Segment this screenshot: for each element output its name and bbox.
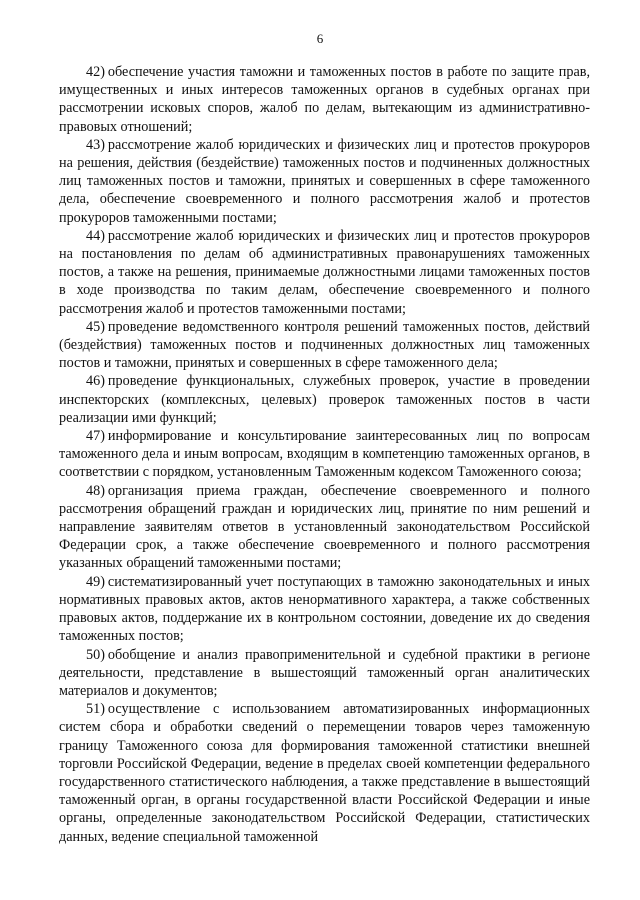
list-item xyxy=(59,573,590,646)
item-number: 44) xyxy=(86,227,105,244)
list-item xyxy=(59,372,590,427)
item-text: обобщение и анализ правоприменительной и судебной практики в регионе деятельности, представление в вышестоящий таможенный орган аналитических материалов и документов; xyxy=(59,646,590,699)
item-number: 47) xyxy=(86,428,105,445)
item-number: 45) xyxy=(86,318,105,335)
list-item xyxy=(59,136,590,227)
list-item xyxy=(59,482,590,573)
item-text: организация приема граждан, обеспечение своевременного и полного рассмотрения обращений граждан и юридических лиц, принятие по ним решений и направление заявителям ответов в установленный законодательством Российской Федерации срок, а также обеспечение своевременного и полного рассмотрения указанных обращений таможенными постами; xyxy=(59,482,590,572)
item-text: информирование и консультирование заинтересованных лиц по вопросам таможенного дела и иным вопросам, входящим в компетенцию таможенных органов, в соответствии с порядком, установленным Таможенным кодексом Таможенного союза; xyxy=(59,428,590,481)
item-number: 42) xyxy=(86,64,105,80)
item-text: обеспечение участия таможни и таможенных постов в работе по защите прав, имущественных и иных интересов таможенных органов в судебных органах при рассмотрении исковых споров, жалоб по делам, вытекающим из административно-правовых отношений; xyxy=(59,64,590,135)
item-text: осуществление с использованием автоматизированных информационных систем сбора и обработки сведений о перемещении товаров через таможенную границу Таможенного союза для формирования таможенной статистики внешней торговли Российской Федерации, ведение в пределах своей компетенции федерального государственного статистического наблюдения, а также представление в вышестоящий таможенный орган, в органы государственной власти Российской Федерации и иные органы, определенные законодательством Российской Федерации, статистических данных, ведение специальной таможенной xyxy=(59,701,590,845)
list-item xyxy=(59,63,590,136)
item-number: 50) xyxy=(86,646,105,663)
item-text: проведение функциональных, служебных проверок, участие в проведении инспекторских (комплексных, целевых) проверок таможенных постов в части реализации ими функций; xyxy=(59,373,590,426)
list-item xyxy=(59,318,590,373)
item-number: 48) xyxy=(86,482,105,499)
page-number: 6 xyxy=(316,31,324,46)
item-number: 46) xyxy=(86,373,105,390)
item-text: рассмотрение жалоб юридических и физических лиц и протестов прокуроров на постановления по делам об административных правонарушениях таможенных постов, а также на решения, принимаемые должностными лицами таможенных постов в ходе производства по таким делам, обеспечение своевременного и полного рассмотрения жалоб и протестов таможенными постами; xyxy=(59,227,590,317)
item-number: 51) xyxy=(86,701,105,718)
list-item xyxy=(59,227,590,318)
item-number: 49) xyxy=(86,573,105,590)
list-item xyxy=(59,700,590,846)
list-item xyxy=(59,427,590,482)
item-text: рассмотрение жалоб юридических и физических лиц и протестов прокуроров на решения, действия (бездействие) таможенных постов и подчиненных должностных лиц таможенных постов и таможни, принятых и совершенных в сфере таможенного дела, обеспечение своевременного и полного рассмотрения жалоб и протестов прокуроров таможенными постами; xyxy=(59,136,590,226)
document-body xyxy=(59,63,590,846)
item-text: систематизированный учет поступающих в таможню законодательных и иных нормативных правовых актов, актов ненормативного характера, а также собственных правовых актов, поддержание их в контрольном состоянии, доведение их до сведения таможенных постов; xyxy=(59,573,590,645)
item-text: проведение ведомственного контроля решений таможенных постов, действий (бездействия) таможенных постов и подчиненных должностных лиц таможенных постов и таможни, принятых и совершенных в сфере таможенного дела; xyxy=(59,318,590,372)
list-item xyxy=(59,646,590,701)
item-number: 43) xyxy=(86,136,105,153)
